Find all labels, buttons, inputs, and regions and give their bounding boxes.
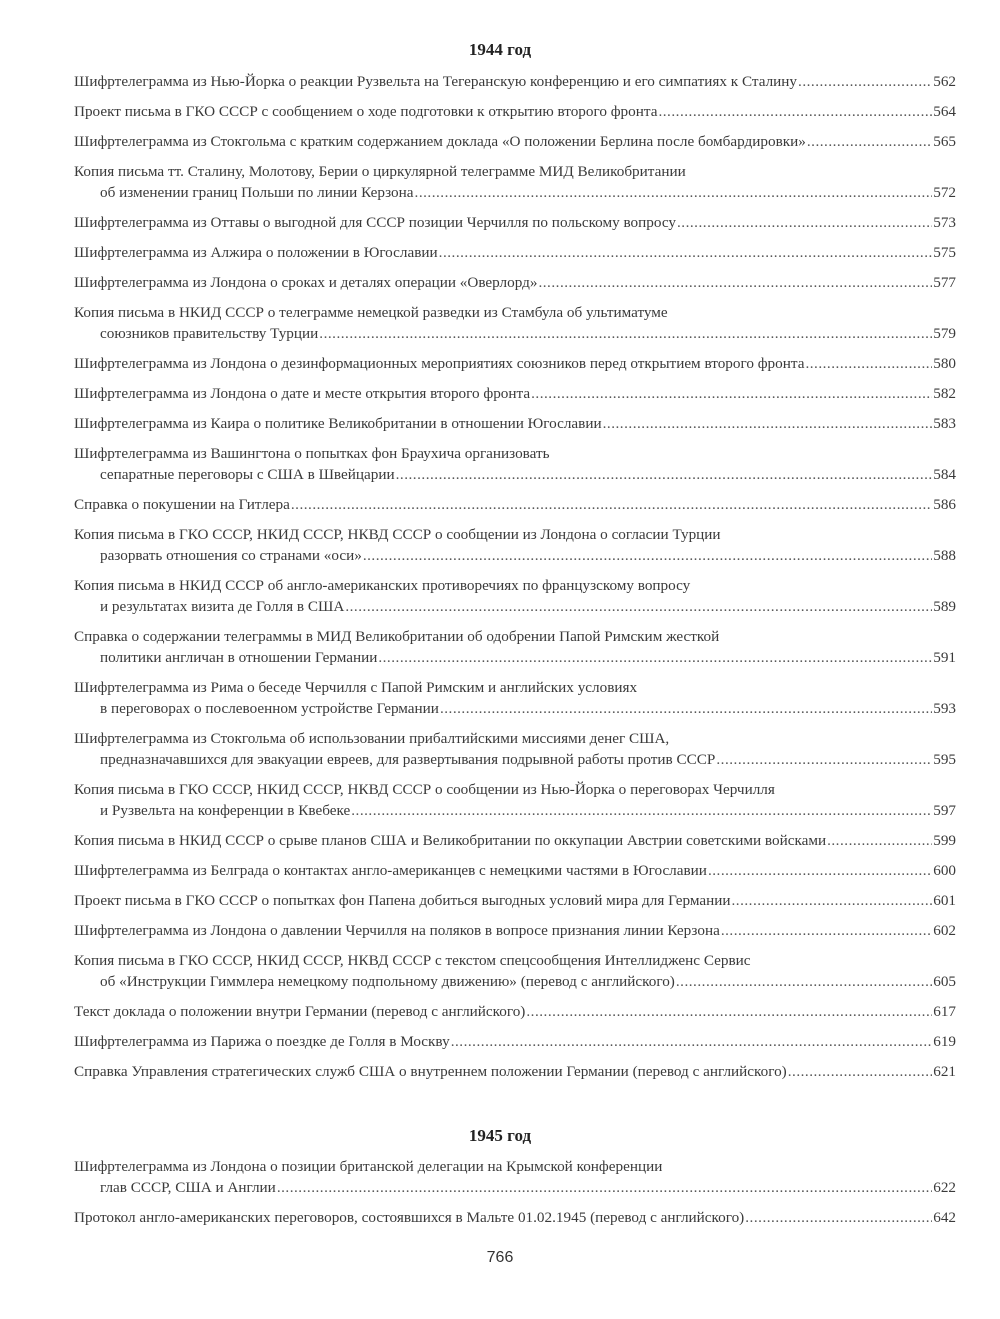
toc-entry-line (74, 1207, 956, 1228)
toc-entry-continuation (74, 800, 956, 821)
dot-leader (526, 1001, 932, 1022)
toc-entry (74, 1207, 956, 1228)
toc-entry-line (74, 920, 956, 941)
year-heading-1945: 1945 год (468, 1126, 532, 1145)
toc-entry-title: Шифртелеграмма из Лондона о сроках и деталях операции «Оверлорд» (74, 274, 538, 291)
toc-list-1944 (74, 71, 956, 1091)
toc-entry-title: Шифртелеграмма из Лондона о дате и месте открытия второго фронта (74, 385, 531, 402)
dot-leader (415, 182, 933, 203)
toc-entry (74, 728, 956, 770)
toc-entry-continuation (74, 749, 956, 770)
toc-entry-title: Шифртелеграмма из Лондона о дезинформационных мероприятиях союзников перед открытием второго фронта (74, 355, 805, 372)
toc-entry-line (74, 212, 956, 233)
toc-page-number: 575 (933, 244, 956, 261)
toc-entry-title: Справка о покушении на Гитлера (74, 496, 290, 513)
dot-leader (603, 413, 933, 434)
toc-entry-title: Шифртелеграмма из Оттавы о выгодной для СССР позиции Черчилля по польскому вопросу (74, 214, 676, 231)
toc-entry-line (74, 161, 956, 182)
year-heading-1944: 1944 год (468, 40, 532, 59)
toc-page-number: 564 (933, 103, 956, 120)
dot-leader (291, 494, 932, 515)
toc-entry-line (74, 1001, 956, 1022)
toc-entry-line (74, 860, 956, 881)
toc-entry-title: Шифртелеграмма из Стокгольма с кратким содержанием доклада «О положении Берлина после бомбардировки» (74, 133, 806, 150)
toc-entry-continuation (74, 1177, 956, 1198)
toc-entry-continuation (74, 971, 956, 992)
toc-entry-line (74, 353, 956, 374)
dot-leader (531, 383, 932, 404)
toc-list-1945 (74, 1156, 956, 1237)
toc-entry (74, 890, 956, 911)
toc-entry-title: Шифртелеграмма из Нью-Йорка о реакции Рузвельта на Тегеранскую конференцию и его симпатиях к Сталину (74, 73, 798, 90)
dot-leader (363, 545, 932, 566)
dot-leader (440, 698, 932, 719)
toc-entry (74, 830, 956, 851)
toc-entry-title: об изменении границ Польши по линии Керзона (100, 184, 414, 201)
toc-entry-title: Шифртелеграмма из Каира о политике Великобритании в отношении Югославии (74, 415, 602, 432)
dot-leader (716, 749, 932, 770)
toc-page-number: 595 (933, 751, 956, 768)
dot-leader (345, 596, 932, 617)
toc-entry-title: Копия письма в ГКО СССР, НКИД СССР, НКВД СССР с текстом спецсообщения Интеллидженс Сервис (74, 952, 751, 969)
dot-leader (805, 353, 932, 374)
toc-page-number: 565 (933, 133, 956, 150)
toc-entry-line (74, 272, 956, 293)
toc-entry-line (74, 626, 956, 647)
toc-page-number: 621 (933, 1063, 956, 1080)
toc-entry-title: и результатах визита де Голля в США (100, 598, 345, 615)
dot-leader (721, 920, 932, 941)
toc-entry (74, 779, 956, 821)
toc-page-number: 582 (933, 385, 956, 402)
toc-entry-title: Копия письма в НКИД СССР о срыве планов США и Великобритании по оккупации Австрии советскими войсками (74, 832, 827, 849)
toc-entry (74, 383, 956, 404)
toc-entry-title: об «Инструкции Гиммлера немецкому подпольному движению» (перевод с английского) (100, 973, 675, 990)
toc-entry (74, 413, 956, 434)
toc-page-number: 601 (933, 892, 956, 909)
toc-entry-line (74, 830, 956, 851)
toc-entry-title: Шифртелеграмма из Вашингтона о попытках фон Браухича организовать (74, 445, 550, 462)
toc-page-number: 600 (933, 862, 956, 879)
dot-leader (676, 971, 932, 992)
toc-page-number: 562 (933, 73, 956, 90)
toc-page-number: 580 (933, 355, 956, 372)
dot-leader (378, 647, 932, 668)
toc-page-number: 591 (933, 649, 956, 666)
dot-leader (538, 272, 932, 293)
toc-page-number: 588 (933, 547, 956, 564)
toc-entry-line (74, 728, 956, 749)
toc-entry-title: Шифртелеграмма из Алжира о положении в Югославии (74, 244, 438, 261)
toc-entry-line (74, 677, 956, 698)
toc-entry-title: Шифртелеграмма из Рима о беседе Черчилля с Папой Римским и английских условиях (74, 679, 638, 696)
toc-entry-line (74, 101, 956, 122)
toc-entry-title: политики англичан в отношении Германии (100, 649, 378, 666)
toc-page-number: 622 (933, 1179, 956, 1196)
toc-entry-line (74, 494, 956, 515)
dot-leader (827, 830, 932, 851)
toc-entry-line (74, 890, 956, 911)
toc-entry-title: Проект письма в ГКО СССР о попытках фон Папена добиться выгодных условий мира для Германии (74, 892, 731, 909)
toc-entry (74, 626, 956, 668)
toc-entry-continuation (74, 182, 956, 203)
toc-page-number: 617 (933, 1003, 956, 1020)
page-number: 766 (486, 1249, 514, 1266)
toc-page-number: 599 (933, 832, 956, 849)
toc-entry-line (74, 131, 956, 152)
toc-entry-title: Шифртелеграмма из Стокгольма об использовании прибалтийскими миссиями денег США, (74, 730, 670, 747)
toc-entry-continuation (74, 464, 956, 485)
toc-entry-title: Протокол англо-американских переговоров, состоявшихся в Мальте 01.02.1945 (перевод с английского) (74, 1209, 745, 1226)
toc-entry (74, 272, 956, 293)
toc-entry-title: Справка о содержании телеграммы в МИД Великобритании об одобрении Папой Римским жесткой (74, 628, 720, 645)
toc-entry-line (74, 413, 956, 434)
dot-leader (708, 860, 932, 881)
dot-leader (277, 1177, 932, 1198)
toc-entry-title: Шифртелеграмма из Лондона о позиции британской делегации на Крымской конференции (74, 1158, 663, 1175)
toc-entry-title: Копия письма в ГКО СССР, НКИД СССР, НКВД СССР о сообщении из Нью-Йорка о переговорах Черчилля (74, 781, 775, 798)
dot-leader (439, 242, 933, 263)
toc-entry-title: Копия письма тт. Сталину, Молотову, Берии о циркулярной телеграмме МИД Великобритании (74, 163, 686, 180)
toc-entry (74, 1156, 956, 1198)
dot-leader (798, 71, 932, 92)
toc-page-number: 577 (933, 274, 956, 291)
toc-page-number: 586 (933, 496, 956, 513)
toc-page-number: 605 (933, 973, 956, 990)
dot-leader (396, 464, 933, 485)
toc-entry-line (74, 575, 956, 596)
toc-entry-continuation (74, 647, 956, 668)
toc-entry-line (74, 383, 956, 404)
toc-entry (74, 443, 956, 485)
toc-entry (74, 1001, 956, 1022)
toc-entry-title: Копия письма в ГКО СССР, НКИД СССР, НКВД СССР о сообщении из Лондона о согласии Турции (74, 526, 721, 543)
toc-page-number: 573 (933, 214, 956, 231)
toc-entry (74, 677, 956, 719)
toc-page-number: 583 (933, 415, 956, 432)
toc-entry (74, 1031, 956, 1052)
toc-page-number: 589 (933, 598, 956, 615)
toc-entry-line (74, 71, 956, 92)
toc-entry-title: Шифртелеграмма из Парижа о поездке де Голля в Москву (74, 1033, 450, 1050)
dot-leader (807, 131, 932, 152)
toc-entry (74, 242, 956, 263)
toc-page-number: 602 (933, 922, 956, 939)
toc-page-number: 642 (933, 1209, 956, 1226)
toc-entry-title: Справка Управления стратегических служб США о внутреннем положении Германии (перевод с английского) (74, 1063, 787, 1080)
toc-entry-line (74, 443, 956, 464)
toc-entry-title: разорвать отношения со странами «оси» (100, 547, 362, 564)
toc-entry (74, 131, 956, 152)
dot-leader (658, 101, 932, 122)
toc-entry-continuation (74, 545, 956, 566)
toc-entry-line (74, 1031, 956, 1052)
toc-page-number: 572 (933, 184, 956, 201)
toc-entry-title: Проект письма в ГКО СССР с сообщением о ходе подготовки к открытию второго фронта (74, 103, 658, 120)
toc-entry-line (74, 1156, 956, 1177)
toc-entry-line (74, 950, 956, 971)
toc-page-number: 619 (933, 1033, 956, 1050)
toc-entry (74, 575, 956, 617)
toc-page-number: 584 (933, 466, 956, 483)
toc-page-number: 597 (933, 802, 956, 819)
toc-entry (74, 920, 956, 941)
dot-leader (788, 1061, 933, 1082)
toc-entry-title: Шифртелеграмма из Белграда о контактах англо-американцев с немецкими частями в Югославии (74, 862, 707, 879)
toc-entry-title: в переговорах о послевоенном устройстве Германии (100, 700, 439, 717)
toc-page-number: 593 (933, 700, 956, 717)
toc-entry (74, 101, 956, 122)
toc-entry-line (74, 302, 956, 323)
toc-page-number: 579 (933, 325, 956, 342)
toc-entry-title: союзников правительству Турции (100, 325, 319, 342)
toc-entry-line (74, 242, 956, 263)
toc-entry-line (74, 779, 956, 800)
dot-leader (351, 800, 932, 821)
toc-entry (74, 161, 956, 203)
toc-entry (74, 860, 956, 881)
toc-entry (74, 494, 956, 515)
dot-leader (731, 890, 932, 911)
toc-entry-title: Копия письма в НКИД СССР о телеграмме немецкой разведки из Стамбула об ультиматуме (74, 304, 668, 321)
toc-entry-title: Копия письма в НКИД СССР об англо-американских противоречиях по французскому вопросу (74, 577, 691, 594)
dot-leader (451, 1031, 933, 1052)
toc-entry-title: Шифртелеграмма из Лондона о давлении Черчилля на поляков в вопросе признания линии Керзона (74, 922, 720, 939)
toc-entry-title: сепаратные переговоры с США в Швейцарии (100, 466, 395, 483)
toc-entry-line (74, 524, 956, 545)
toc-entry-line (74, 1061, 956, 1082)
toc-entry (74, 212, 956, 233)
toc-entry (74, 1061, 956, 1082)
toc-entry (74, 524, 956, 566)
toc-entry-title: глав СССР, США и Англии (100, 1179, 276, 1196)
dot-leader (319, 323, 932, 344)
toc-entry-continuation (74, 596, 956, 617)
toc-entry-title: Текст доклада о положении внутри Германии (перевод с английского) (74, 1003, 526, 1020)
dot-leader (745, 1207, 932, 1228)
toc-entry (74, 353, 956, 374)
toc-entry (74, 950, 956, 992)
toc-entry-continuation (74, 323, 956, 344)
toc-entry (74, 302, 956, 344)
toc-entry-continuation (74, 698, 956, 719)
toc-entry-title: предназначавшихся для эвакуации евреев, для развертывания подрывной работы против СССР (100, 751, 716, 768)
toc-entry-title: и Рузвельта на конференции в Квебеке (100, 802, 351, 819)
dot-leader (677, 212, 932, 233)
toc-entry (74, 71, 956, 92)
